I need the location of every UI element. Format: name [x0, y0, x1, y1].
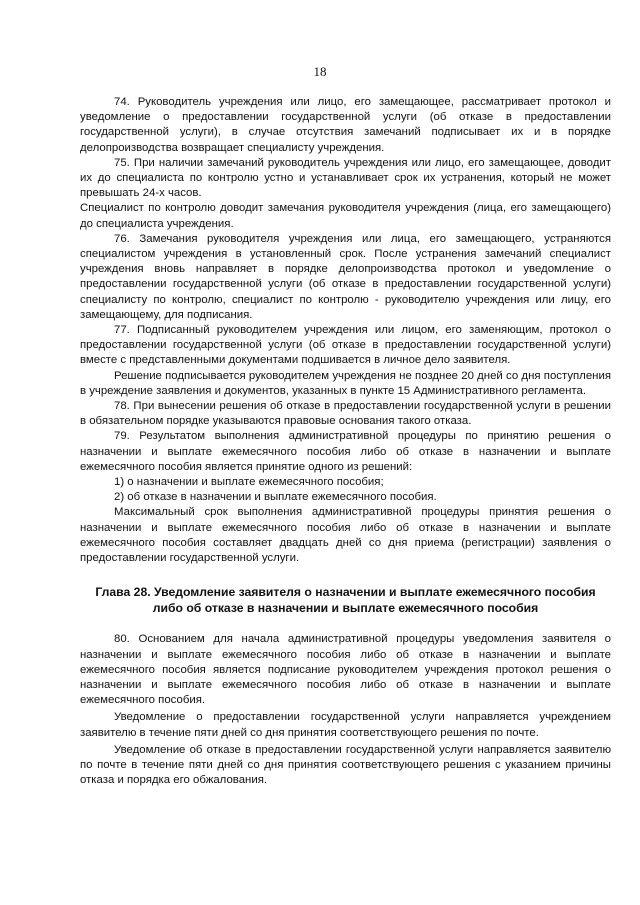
paragraph-75-control: Специалист по контролю доводит замечания руководителя учреждения (лица, его замещающего) до специалиста учреждения. — [80, 202, 611, 230]
paragraph-79: 79. Результатом выполнения административной процедуры по принятию решения о назначении и выплате ежемесячного пособия либо об отказе в назначении и выплате ежемесячного пособия является принятие одного из решений: — [80, 430, 611, 473]
paragraph-79-deadline: Максимальный срок выполнения административной процедуры принятия решения о назначении и выплате ежемесячного пособия либо об отказе в назначении и выплате ежемесячного пособия составляет двадцать дней со дня приема (регистрации) заявления о предоставлении государственной услуги. — [80, 506, 611, 565]
paragraph-80: 80. Основанием для начала административной процедуры уведомления заявителя о назначении и выплате ежемесячного пособия либо об отказе в назначении и выплате ежемесячного пособия является подписание руководителем учреждения протокол решения о назначении и выплате ежемесячного пособия либо об отказе в назначении и выплате ежемесячного пособия. — [80, 633, 611, 707]
paragraph-77: 77. Подписанный руководителем учреждения или лицом, его заменяющим, протокол о предоставлении государственной услуги (об отказе в предоставлении государственной услуги) вместе с представленными документами подшивается в личное дело заявителя. — [80, 324, 611, 367]
paragraph-74: 74. Руководитель учреждения или лицо, его замещающее, рассматривает протокол и уведомление о предоставлении государственной услуги (об отказе в предоставлении государственной услуги), в случае отсутствия замечаний подписывает их и в порядке делопроизводства возвращает специалисту учреждения. — [80, 96, 611, 154]
paragraph-75: 75. При наличии замечаний руководитель учреждения или лицо, его замещающее, доводит их до специалиста по контролю устно и устанавливает срок их устранения, который не может превышать 24-х часов. — [80, 156, 611, 200]
chapter-heading-line-1: Глава 28. Уведомление заявителя о назначении и выплате ежемесячного пособия — [95, 585, 596, 600]
paragraph-80-notice: Уведомление о предоставлении государственной услуги направляется учреждением заявителю в течение пяти дней со дня принятия соответствующего решения по почте. — [80, 711, 611, 739]
chapter-heading — [80, 584, 611, 616]
chapter-heading-line-2: либо об отказе в назначении и выплате ежемесячного пособия — [152, 601, 539, 616]
paragraph-77-decision: Решение подписывается руководителем учреждения не позднее 20 дней со дня поступления в учреждение заявления и документов, указанных в пункте 15 Административного регламента. — [80, 369, 611, 397]
list-item-1: 1) о назначении и выплате ежемесячного пособия; — [114, 476, 384, 489]
paragraph-76: 76. Замечания руководителя учреждения или лица, его замещающего, устраняются специалистом учреждения в установленный срок. После устранения замечаний специалист учреждения вновь направляет в порядке делопроизводства протокол и уведомление о предоставлении государственной услуги (об отказе в предоставлении государственной услуги) специалисту по контролю, специалист по контролю - руководителю учреждения или лицу, его замещающему, для подписания. — [80, 232, 611, 321]
paragraph-78: 78. При вынесении решения об отказе в предоставлении государственной услуги в решении в обязательном порядке указываются правовые основания такого отказа. — [80, 400, 611, 428]
list-item-2: 2) об отказе в назначении и выплате ежемесячного пособия. — [114, 491, 437, 504]
paragraph-80-refusal: Уведомление об отказе в предоставлении государственной услуги направляется заявителю по почте в течение пяти дней со дня принятия соответствующего решения с указанием причины отказа и порядка его обжалования. — [80, 743, 611, 787]
document-body — [80, 95, 611, 788]
page-number: 18 — [313, 64, 327, 79]
